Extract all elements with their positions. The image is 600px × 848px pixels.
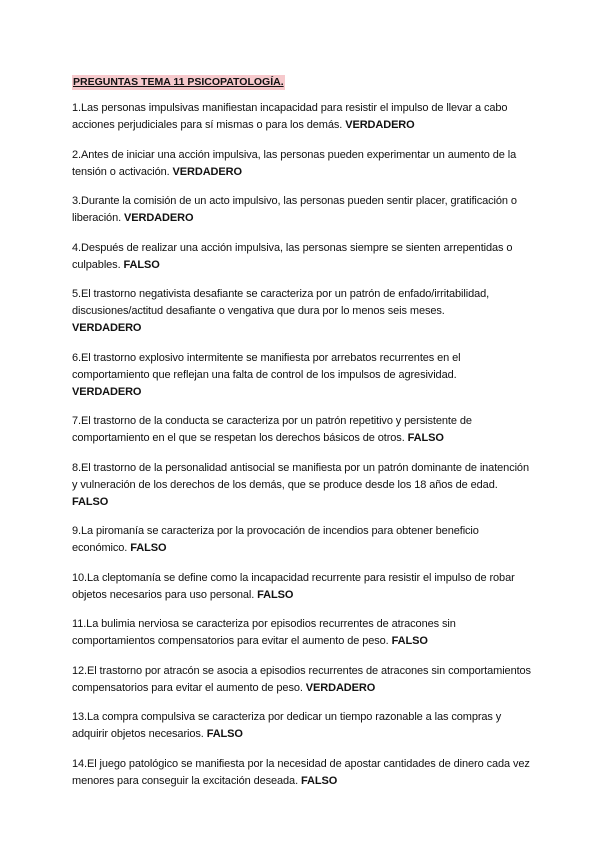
question-text: 3.Durante la comisión de un acto impulsivo, las personas pueden sentir placer, gratificación o liberación.: [72, 195, 517, 224]
question-item: [72, 413, 532, 447]
question-answer: VERDADERO: [72, 385, 142, 398]
question-item: [72, 240, 532, 274]
question-text: 2.Antes de iniciar una acción impulsiva, las personas pueden experimentar un aumento de la tensión o activación.: [72, 148, 517, 178]
question-answer: VERDADERO: [345, 119, 415, 131]
question-text: 9.La piromanía se caracteriza por la provocación de incendios para obtener beneficio económico.: [72, 525, 479, 554]
question-item: [72, 663, 532, 697]
question-answer: VERDADERO: [124, 212, 194, 224]
question-text: 13.La compra compulsiva se caracteriza por dedicar un tiempo razonable a las compras y adquirir objetos necesarios.: [72, 711, 502, 740]
question-item: [72, 286, 532, 337]
question-answer: VERDADERO: [305, 681, 376, 694]
question-text: 12.El trastorno por atracón se asocia a episodios recurrentes de atracones sin comportamientos compensatorios para evitar el aumento de peso.: [72, 664, 531, 694]
document-title: PREGUNTAS TEMA 11 PSICOPATOLOGÍA.: [73, 76, 284, 88]
question-item: [72, 350, 532, 401]
question-item: [72, 147, 532, 181]
question-answer: FALSO: [407, 432, 444, 444]
question-item: [72, 523, 532, 557]
question-answer: FALSO: [72, 495, 109, 508]
question-text: 7.El trastorno de la conducta se caracteriza por un patrón repetitivo y persistente de comportamiento en el que se respetan los derechos básicos de otros.: [72, 415, 472, 444]
question-item: [72, 460, 532, 511]
question-answer: FALSO: [123, 258, 160, 271]
question-answer: VERDADERO: [172, 165, 242, 178]
question-item: [72, 616, 532, 650]
question-item: [72, 709, 532, 743]
question-item: [72, 100, 532, 134]
question-item: [72, 193, 532, 227]
question-text: 14.El juego patológico se manifiesta por la necesidad de apostar cantidades de dinero cada vez menores para conseguir la excitación deseada.: [72, 757, 530, 787]
question-answer: FALSO: [391, 635, 428, 647]
question-answer: FALSO: [301, 774, 338, 787]
question-text: 1.Las personas impulsivas manifiestan incapacidad para resistir el impulso de llevar a cabo acciones perjudiciales para sí mismas o para los demás.: [72, 102, 508, 131]
question-text: 6.El trastorno explosivo intermitente se manifiesta por arrebatos recurrentes en el comportamiento que reflejan una falta de control de los impulsos de agresividad.: [72, 351, 461, 381]
question-answer: FALSO: [206, 728, 243, 740]
question-item: [72, 756, 532, 790]
question-item: [72, 570, 532, 604]
question-text: 8.El trastorno de la personalidad antisocial se manifiesta por un patrón dominante de inatención y vulneración de los derechos de los demás, que se produce desde los 18 años de edad.: [72, 461, 529, 491]
document-page: [72, 72, 532, 802]
question-text: 5.El trastorno negativista desafiante se caracteriza por un patrón de enfado/irritabilidad, discusiones/actitud desafiante o vengativa que dura por lo menos seis meses.: [72, 288, 490, 317]
question-answer: VERDADERO: [72, 322, 142, 334]
question-answer: FALSO: [257, 588, 294, 601]
question-text: 11.La bulimia nerviosa se caracteriza por episodios recurrentes de atracones sin comportamientos compensatorios para evitar el aumento de peso.: [72, 618, 456, 647]
question-list: [72, 100, 532, 790]
question-text: 4.Después de realizar una acción impulsiva, las personas siempre se sienten arrepentidas o culpables.: [72, 241, 513, 271]
question-answer: FALSO: [130, 542, 167, 554]
question-text: 10.La cleptomanía se define como la incapacidad recurrente para resistir el impulso de robar objetos necesarios para uso personal.: [72, 571, 515, 601]
